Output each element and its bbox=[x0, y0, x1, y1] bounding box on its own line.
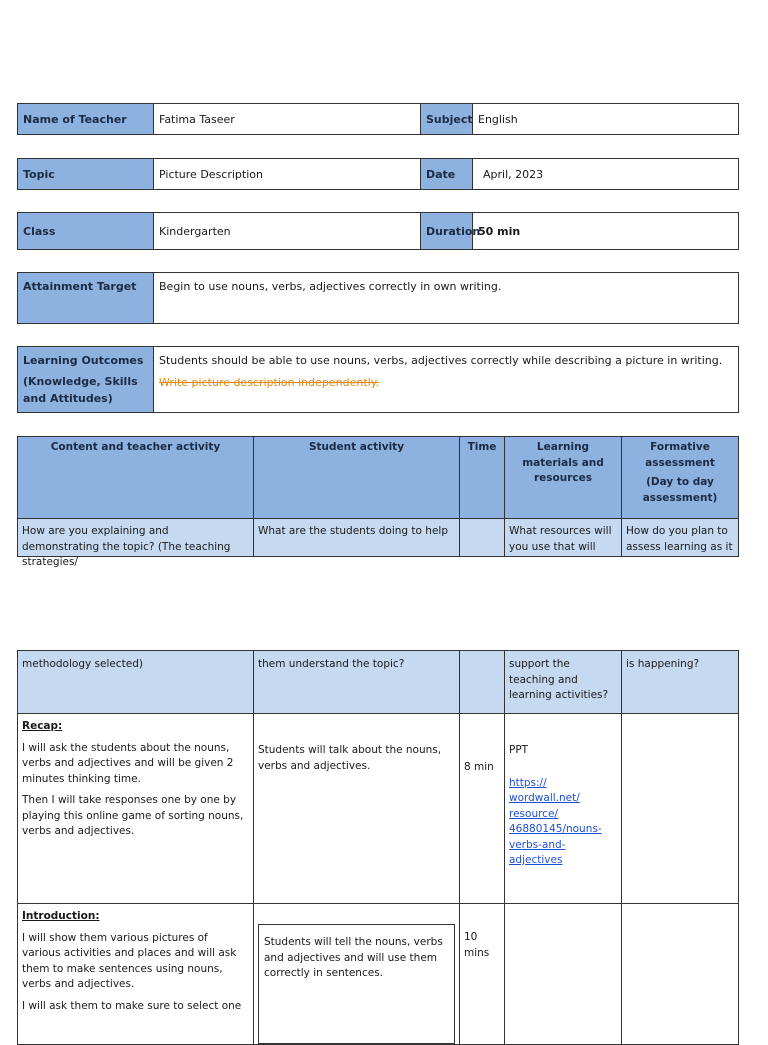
guide-content-bottom: methodology selected) bbox=[18, 651, 254, 714]
intro-student-cell bbox=[254, 904, 460, 1045]
class-label: Class bbox=[18, 213, 154, 250]
teacher-name: Fatima Taseer bbox=[154, 104, 421, 135]
col-header-student: Student activity bbox=[254, 437, 460, 519]
topic-date-table bbox=[17, 158, 739, 190]
date-value: April, 2023 bbox=[473, 159, 739, 190]
intro-para-2: I will ask them to make sure to select one bbox=[22, 999, 242, 1012]
wordwall-link[interactable]: https:// wordwall.net/ resource/ 46880145/nouns- verbs-and-adjectives bbox=[509, 776, 602, 866]
intro-content-cell bbox=[18, 904, 254, 1045]
recap-materials: PPT bbox=[509, 744, 529, 756]
intro-student-text: Students will tell the nouns, verbs and adjectives and will use them correctly in sentences. bbox=[264, 936, 443, 979]
intro-formative-cell bbox=[622, 904, 739, 1045]
formative-sublabel: (Day to day assessment) bbox=[642, 476, 718, 504]
guide-materials-bottom: support the teaching and learning activities? bbox=[505, 651, 622, 714]
intro-materials-cell bbox=[505, 904, 622, 1045]
recap-title: Recap: bbox=[22, 720, 63, 732]
recap-materials-cell bbox=[505, 714, 622, 904]
outcomes-struck-text: Write picture description independently. bbox=[159, 376, 380, 389]
duration-label: Duration bbox=[421, 213, 473, 250]
guide-student-bottom: them understand the topic? bbox=[254, 651, 460, 714]
outcomes-label-cell bbox=[18, 347, 154, 413]
subject-label: Subject bbox=[421, 104, 473, 135]
outcomes-text: Students should be able to use nouns, verbs, adjectives correctly while describing a picture in writing. bbox=[159, 354, 723, 367]
col-header-materials: Learning materials and resources bbox=[505, 437, 622, 519]
guide-content-top: How are you explaining and demonstrating the topic? (The teaching strategies/ bbox=[18, 519, 254, 557]
intro-para-1: I will show them various pictures of various activities and places and will ask them to make sentences using nouns, verbs and adjectives. bbox=[22, 931, 237, 990]
guide-materials-top: What resources will you use that will bbox=[505, 519, 622, 557]
col-header-content: Content and teacher activity bbox=[18, 437, 254, 519]
learning-outcomes-table bbox=[17, 346, 739, 413]
outcomes-label: Learning Outcomes bbox=[23, 354, 144, 367]
intro-student-box bbox=[258, 924, 455, 1044]
recap-para-1: I will ask the students about the nouns, verbs and adjectives and will be given 2 minutes thinking time. bbox=[22, 741, 234, 785]
topic-label: Topic bbox=[18, 159, 154, 190]
teacher-subject-table bbox=[17, 103, 739, 135]
recap-row bbox=[18, 714, 739, 904]
teacher-label: Name of Teacher bbox=[18, 104, 154, 135]
guide-student-top: What are the students doing to help bbox=[254, 519, 460, 557]
class-duration-table bbox=[17, 212, 739, 250]
lesson-plan-table-continued bbox=[17, 650, 739, 1045]
recap-student-cell: Students will talk about the nouns, verbs and adjectives. bbox=[254, 714, 460, 904]
guide-formative-top: How do you plan to assess learning as it bbox=[622, 519, 739, 557]
guide-time-top bbox=[460, 519, 505, 557]
lesson-plan-table-top bbox=[17, 436, 739, 568]
duration-value: 50 min bbox=[473, 213, 739, 250]
recap-para-2: Then I will take responses one by one by playing this online game of sorting nouns, verbs and adjectives. bbox=[22, 794, 244, 837]
formative-label: Formative assessment bbox=[645, 441, 715, 469]
recap-formative-cell bbox=[622, 714, 739, 904]
col-header-time: Time bbox=[460, 437, 505, 519]
recap-time: 8 min bbox=[460, 714, 505, 904]
intro-time: 10 mins bbox=[460, 904, 505, 1045]
guide-formative-bottom: is happening? bbox=[622, 651, 739, 714]
col-header-formative bbox=[622, 437, 739, 519]
subject-value: English bbox=[473, 104, 739, 135]
recap-content-cell bbox=[18, 714, 254, 904]
topic-value: Picture Description bbox=[154, 159, 421, 190]
guide-time-bottom bbox=[460, 651, 505, 714]
date-label: Date bbox=[421, 159, 473, 190]
attainment-table bbox=[17, 272, 739, 324]
intro-title: Introduction: bbox=[22, 910, 100, 922]
attainment-label: Attainment Target bbox=[18, 273, 154, 324]
intro-row bbox=[18, 904, 739, 1045]
attainment-text: Begin to use nouns, verbs, adjectives correctly in own writing. bbox=[154, 273, 739, 324]
outcomes-sublabel: (Knowledge, Skills and Attitudes) bbox=[23, 375, 138, 405]
class-value: Kindergarten bbox=[154, 213, 421, 250]
outcomes-text-cell bbox=[154, 347, 739, 413]
